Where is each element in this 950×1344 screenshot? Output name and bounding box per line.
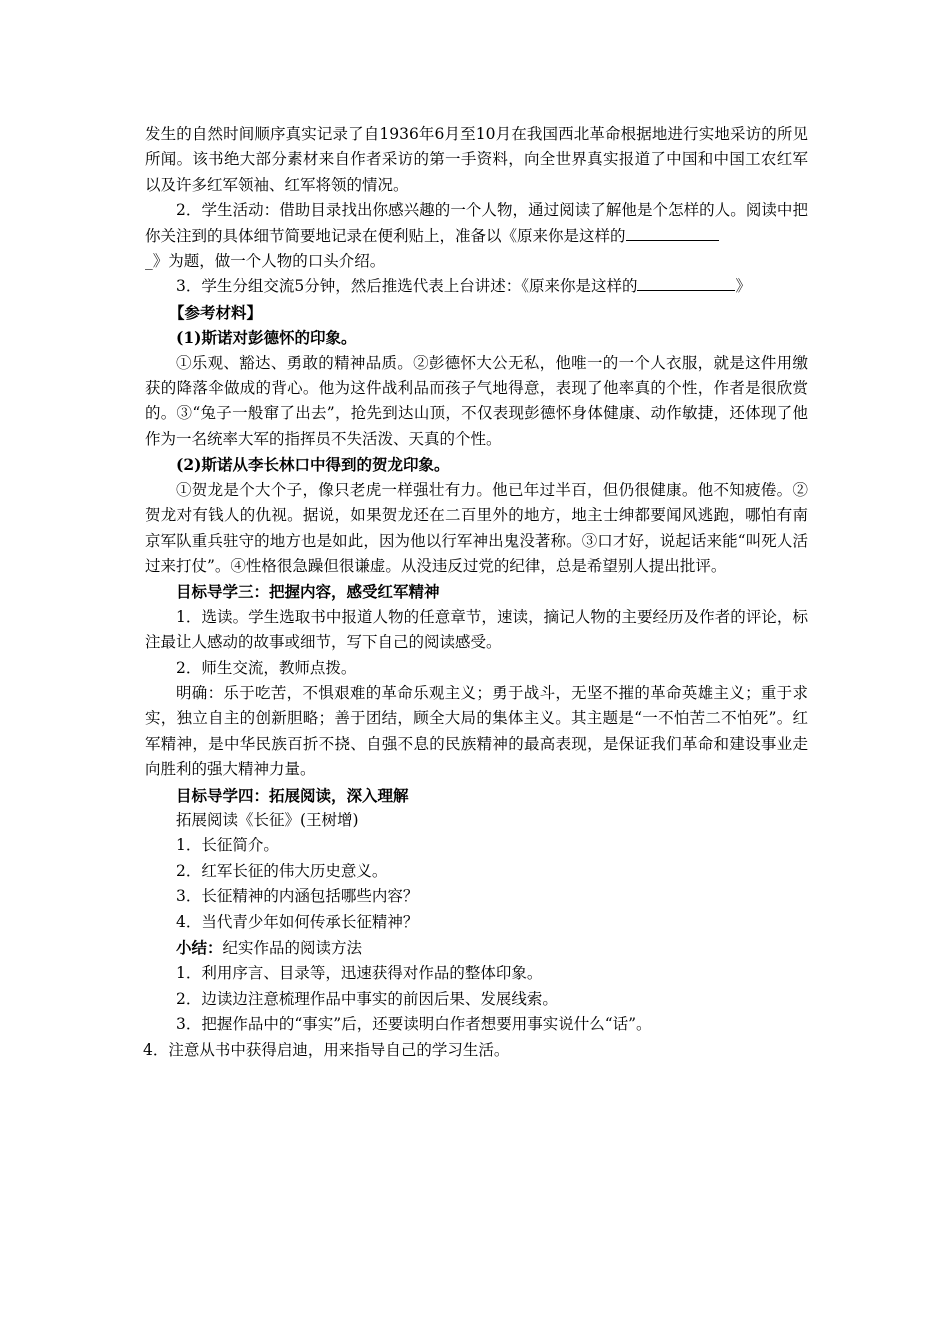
paragraph-extended-reading: 拓展阅读《长征》(王树增) bbox=[176, 810, 359, 829]
paragraph-intro-continued: 发生的自然时间顺序真实记录了自1936年6月至10月在我国西北革命根据地进行实地采访的所见所闻。该书绝大部分素材来自作者采访的第一手资料，向全世界真实报道了中国和中国工农红军以及许多红军领袖、红军将领的情况。 bbox=[145, 125, 808, 194]
fill-blank-line bbox=[626, 224, 719, 241]
reference-material-heading: 【参考材料】 bbox=[169, 302, 263, 322]
list-item-3: 3．长征精神的内涵包括哪些内容？ bbox=[176, 887, 419, 906]
list-item-1: 1．长征简介。 bbox=[176, 836, 279, 855]
group-exchange-tail: 》 bbox=[735, 277, 751, 296]
paragraph-group-exchange bbox=[145, 274, 808, 299]
summary-item-1: 1．利用序言、目录等，迅速获得对作品的整体印象。 bbox=[176, 964, 543, 983]
list-item-2: 2．红军长征的伟大历史意义。 bbox=[176, 861, 388, 880]
subheading-peng-dehuai: (1)斯诺对彭德怀的印象。 bbox=[176, 328, 357, 348]
summary-text: 纪实作品的阅读方法 bbox=[222, 939, 363, 957]
fill-blank-line bbox=[637, 274, 735, 291]
paragraph-clarification: 明确：乐于吃苦，不惧艰难的革命乐观主义；勇于战斗，无坚不摧的革命英雄主义；重于求实，独立自主的创新胆略；善于团结，顾全大局的集体主义。其主题是“一不怕苦二不怕死”。红军精神，是中华民族百折不挠、自强不息的民族精神的最高表现，是保证我们革命和建设事业走向胜利的强大精神力量。 bbox=[145, 683, 808, 779]
list-item-4: 4．当代青少年如何传承长征精神？ bbox=[176, 912, 419, 931]
paragraph-teacher-student: 2．师生交流，教师点拨。 bbox=[176, 658, 357, 677]
summary-item-3: 3．把握作品中的“事实”后，还要读明白作者想要用事实说什么“话”。 bbox=[176, 1015, 652, 1034]
subheading-he-long: (2)斯诺从李长林口中得到的贺龙印象。 bbox=[176, 455, 450, 475]
paragraph-peng-dehuai: ①乐观、豁达、勇敢的精神品质。②彭德怀大公无私，他唯一的一个人衣服，就是这件用缴获的降落伞做成的背心。他为这件战利品而孩子气地得意，表现了他率真的个性，作者是很欣赏的。③“兔子一般窜了出去”，抢先到达山顶，不仅表现彭德怀身体健康、动作敏捷，还体现了他作为一名统率大军的指挥员不失活泼、天真的个性。 bbox=[145, 353, 808, 448]
student-activity-text: 2．学生活动：借助目录找出你感兴趣的一个人物，通过阅读了解他是个怎样的人。阅读中把你关注到的具体细节简要地记录在便利贴上，准备以《原来你是这样的 bbox=[145, 201, 808, 245]
paragraph-he-long: ①贺龙是个大个子，像只老虎一样强壮有力。他已年过半百，但仍很健康。他不知疲倦。②贺龙对有钱人的仇视。据说，如果贺龙还在二百里外的地方，地主士绅都要闻风逃跑，哪怕有南京军队重兵驻守的地方也是如此，因为他以行军神出鬼没著称。③口才好，说起话来能“叫死人活过来打仗”。④性格很急躁但很谦虚。从没违反过党的纪律，总是希望别人提出批评。 bbox=[145, 480, 808, 575]
summary-item-2: 2．边读边注意梳理作品中事实的前因后果、发展线索。 bbox=[176, 989, 558, 1008]
summary-label: 小结： bbox=[176, 938, 223, 957]
summary-line bbox=[145, 935, 808, 961]
document-page bbox=[145, 122, 808, 1063]
student-activity-tail: _》为题，做一个人物的口头介绍。 bbox=[145, 252, 386, 271]
section-heading-goal-three: 目标导学三：把握内容，感受红军精神 bbox=[176, 582, 440, 602]
paragraph-student-activity bbox=[145, 198, 808, 274]
group-exchange-text: 3．学生分组交流5分钟，然后推选代表上台讲述：《原来你是这样的 bbox=[176, 277, 638, 296]
section-heading-goal-four: 目标导学四：拓展阅读，深入理解 bbox=[176, 785, 409, 805]
paragraph-selective-reading: 1．选读。学生选取书中报道人物的任意章节，速读，摘记人物的主要经历及作者的评论，标注最让人感动的故事或细节，写下自己的阅读感受。 bbox=[145, 607, 808, 652]
summary-item-4: 4．注意从书中获得启迪，用来指导自己的学习生活。 bbox=[143, 1040, 510, 1059]
